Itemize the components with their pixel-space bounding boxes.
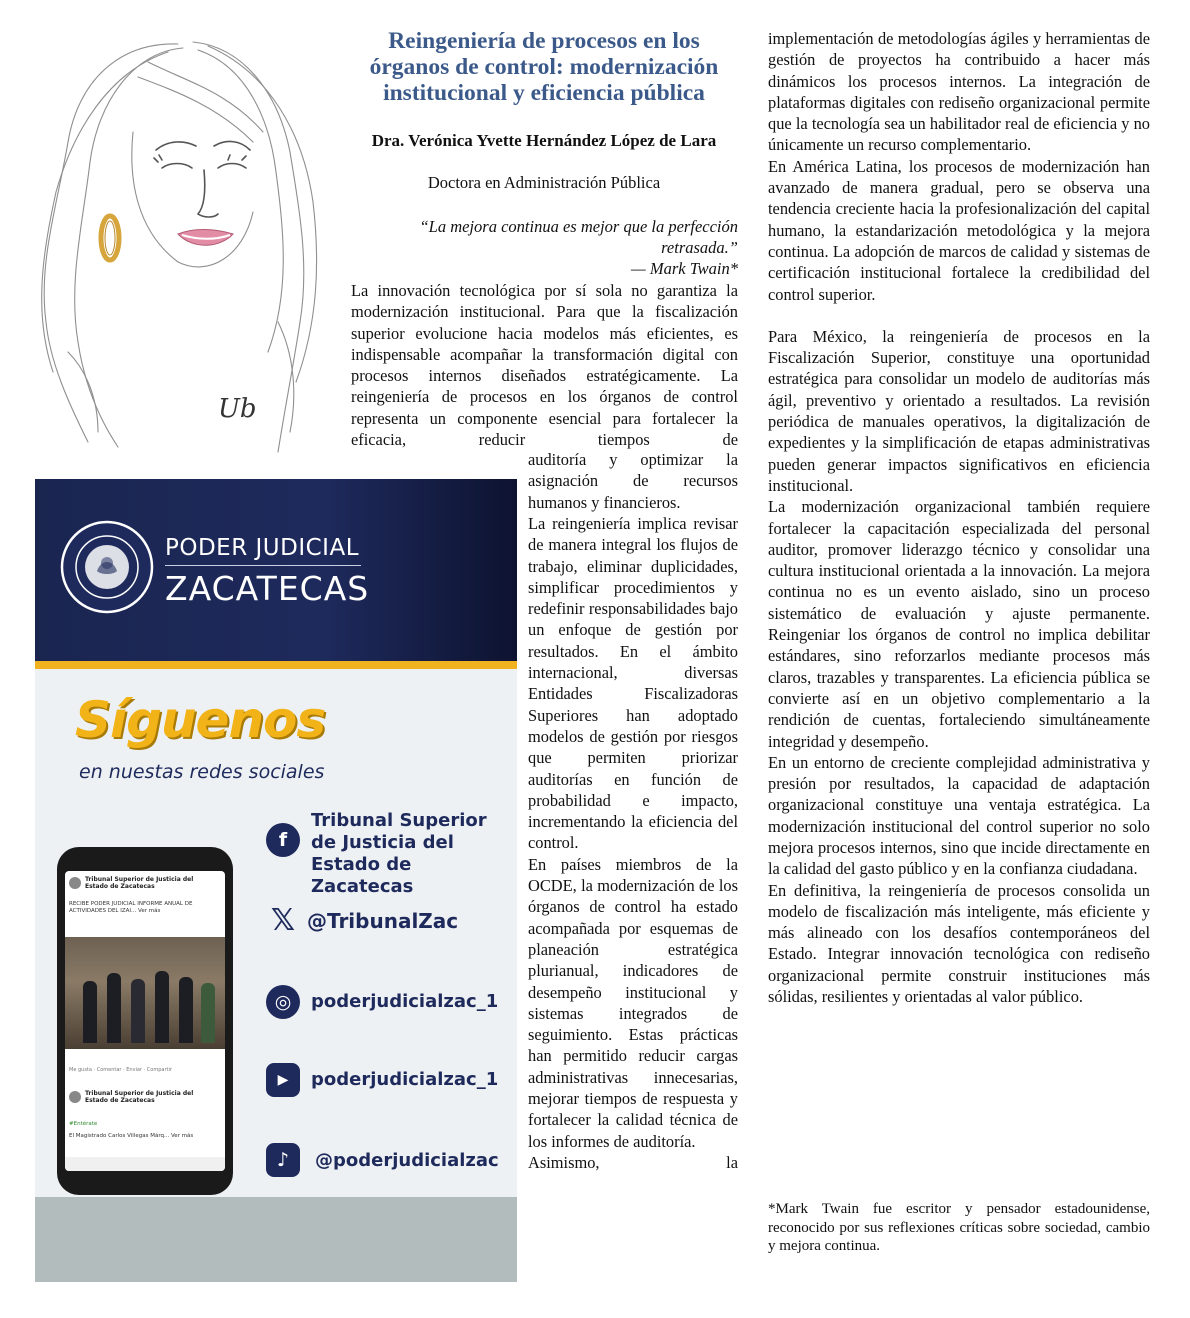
photo-person: [201, 983, 215, 1043]
paragraph: En definitiva, la reingeniería de procesos consolida un modelo de fiscalización más inteligente, más eficiente y más alineado con los desafíos contemporáneos del Estado. Integrar innovación tecnológica con rediseño organizacional permite construir instituciones más sólidas, resilientes y orientadas al valor público.: [768, 880, 1150, 1007]
facebook-label: Tribunal Superior de Justicia del Estado de Zacatecas: [311, 810, 487, 897]
divider: [165, 565, 361, 566]
paragraph: Para México, la reingeniería de procesos en la Fiscalización Superior, constituye una oportunidad estratégica para consolidar un modelo de auditorías más ágil, preventivo y orientado a resultados. La revisión periódica de manuales operativos, la digitalización de expedientes y la simplificación de etapas administrativas pueden generar impactos significativos en eficiencia institucional.: [768, 326, 1150, 495]
photo-person: [107, 973, 121, 1043]
paragraph: La reingeniería implica revisar de manera integral los flujos de trabajo, eliminar duplicidades, simplificar procedimientos y redefinir responsabilidades bajo un enfoque de gestión por resultados. En el ámbito internacional, diversas Entidades Fiscalizadoras Superiores han adoptado modelos de gestión por riesgos que permiten priorizar auditorías en función de probabilidad e impacto, incrementando la eficiencia del control.: [528, 514, 738, 853]
article-title: Reingeniería de procesos en los órganos de control: modernización institucional y eficiencia pública: [369, 28, 719, 106]
page-avatar-icon: [69, 1091, 81, 1103]
instagram-label: poderjudicialzac_1: [311, 991, 499, 1012]
intro-paragraph-continued: auditoría y optimizar la asignación de recursos humanos y financieros.: [528, 450, 738, 512]
youtube-icon: ▶: [266, 1063, 300, 1097]
page-avatar-icon: [69, 877, 81, 889]
quote-author: — Mark Twain*: [631, 259, 738, 278]
social-media-banner: [35, 479, 517, 1282]
post-hashtag: #Entérate: [69, 1121, 98, 1127]
x-icon: 𝕏: [270, 903, 296, 938]
post-author: Tribunal Superior de Justicia del Estado de Zacatecas: [85, 1090, 194, 1104]
paragraph: Asimismo, la: [528, 1152, 738, 1172]
paragraph: La modernización organizacional también requiere fortalecer la capacitación especializada del personal auditor, promover liderazgo técnico y consolidar una cultura institucional orientada a la innovación. La mejora continua no es un evento aislado, sino un proceso sistemático de evaluación y ajuste permanente. Reingeniar los órganos de control no implica debilitar estándares, sino reforzarlos mediante procesos más claros, trazables y transparentes. La eficiencia pública se convierte así en un objetivo complementario a la rendición de cuentas, fortaleciendo simultáneamente integridad y desempeño.: [768, 497, 1150, 751]
post-photo: [65, 937, 225, 1049]
post-author: Tribunal Superior de Justicia del Estado de Zacatecas: [85, 876, 194, 890]
phone-mockup: [57, 847, 233, 1195]
paragraph: En América Latina, los procesos de modernización han avanzado de manera gradual, pero se observa una tendencia creciente hacia la profesionalización del capital humano, la estandarización metodológica y la mejora continua. La adopción de marcos de calidad y sistemas de certificación institucional fortalece la credibilidad del control superior.: [768, 156, 1150, 304]
author-portrait-illustration: [28, 22, 328, 462]
paragraph: implementación de metodologías ágiles y herramientas de gestión de proyectos ha contribuido a hacer más dinámicos los procesos internos. La integración de plataformas digitales con rediseño organizacional permite que la tecnología sea un habilitador real de eficiencia y no únicamente un recurso complementario.: [768, 29, 1150, 155]
author-role: Doctora en Administración Pública: [427, 173, 661, 192]
column-1-body: [528, 513, 738, 1173]
phone-screen: [65, 871, 225, 1171]
post-actions: Me gusta · Comentar · Enviar · Compartir: [69, 1067, 172, 1073]
banner-header: [35, 479, 517, 661]
paragraph-spacer: [768, 305, 1150, 326]
follow-us-subheadline: en nuestas redes sociales: [79, 761, 325, 783]
intro-paragraph-wide: La innovación tecnológica por sí sola no garantiza la modernización institucional. Para que la fiscalización superior evolucione hacia modelos más eficientes, es indispensable acompañar la transformación digital con procesos internos diseñados estratégicamente. La reingeniería de procesos en los órganos de control representa un componente esencial para fortalecer la eficacia, reducir tiempos de: [351, 281, 738, 450]
post-text: El Magistrado Carlos Villegas Márq... Ver más: [69, 1133, 194, 1139]
photo-person: [155, 971, 169, 1043]
tiktok-icon: ♪: [266, 1143, 300, 1177]
post-text: RECIBE PODER JUDICIAL INFORME ANUAL DE ACTIVIDADES DEL IZAI... Ver más: [69, 901, 193, 914]
author-name: Dra. Verónica Yvette Hernández López de Lara: [371, 131, 717, 150]
column-3-body: [768, 28, 1150, 1007]
artist-signature: Ub: [218, 394, 257, 424]
paragraph: En países miembros de la OCDE, la modernización de los órganos de control ha estado acompañada por esquemas de planeación estratégica plurianual, indicadores de desempeño institucional y sistemas integrados de seguimiento. Estas prácticas han permitido reducir cargas administrativas innecesarias, mejorar tiempos de respuesta y fortalecer la calidad técnica de los informes de auditoría.: [528, 854, 738, 1151]
org-name-line1: PODER JUDICIAL: [165, 535, 360, 561]
follow-us-headline: Síguenos: [75, 691, 326, 749]
quote-text: “La mejora continua es mejor que la perfección retrasada.”: [419, 217, 738, 257]
gold-stripe: [35, 661, 517, 669]
footnote: *Mark Twain fue escritor y pensador estadounidense, reconocido por sus reflexiones críticas sobre sociedad, cambio y mejora continua.: [768, 1201, 1150, 1254]
youtube-label: poderjudicialzac_1: [311, 1069, 499, 1090]
x-label: @TribunalZac: [307, 909, 459, 933]
org-name-line2: ZACATECAS: [165, 569, 370, 608]
judicial-seal-icon: [59, 519, 155, 615]
phone-nav-bar: [65, 1157, 225, 1171]
paragraph: En un entorno de creciente complejidad administrativa y presión por resultados, la capacidad de adaptación organizacional constituye una ventaja estratégica. La modernización institucional del control superior no solo mejora procesos internos, sino que incide directamente en la calidad del gasto público y en la confianza ciudadana.: [768, 752, 1150, 879]
photo-person: [179, 977, 193, 1043]
instagram-icon: ◎: [266, 985, 300, 1019]
facebook-icon: f: [266, 823, 300, 857]
banner-footer: [35, 1197, 517, 1282]
photo-person: [131, 979, 145, 1043]
tiktok-label: @poderjudicialzac: [315, 1150, 499, 1171]
epigraph-quote: [352, 216, 738, 279]
photo-person: [83, 981, 97, 1043]
